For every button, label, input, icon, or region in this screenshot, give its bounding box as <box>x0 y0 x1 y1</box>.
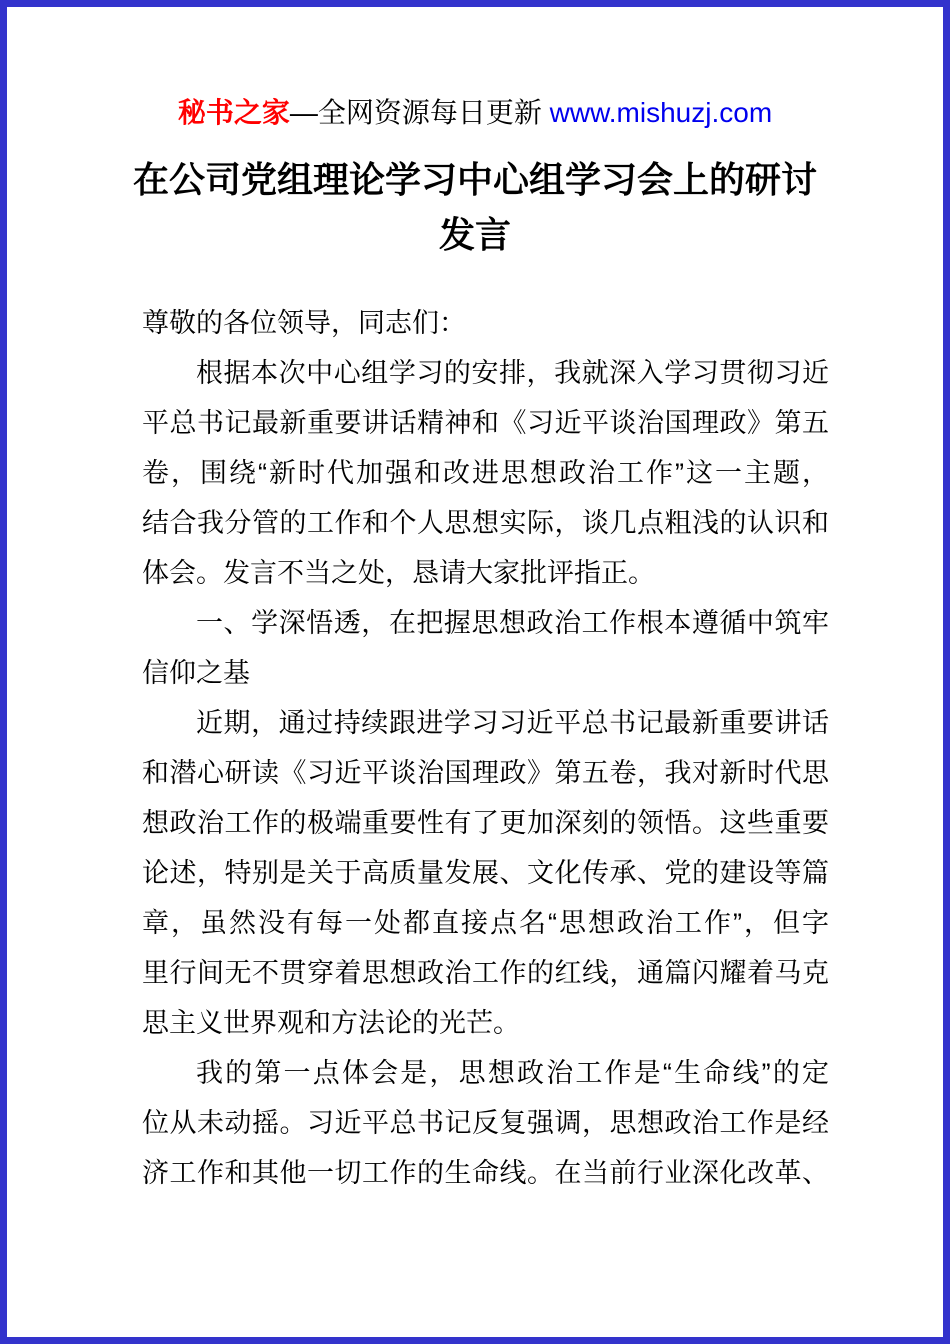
title-line-2: 发言 <box>438 214 511 255</box>
text-line-11: 想政治工作的极端重要性有了更加深刻的领悟。这些重要 <box>142 808 829 838</box>
text-line-12: 论述，特别是关于高质量发展、文化传承、党的建设等篇 <box>142 858 829 888</box>
title-line-1: 在公司党组理论学习中心组学习会上的研讨 <box>132 159 817 200</box>
text-line-10: 和潜心研读《习近平谈治国理政》第五卷，我对新时代思 <box>142 758 829 788</box>
header-space <box>542 97 550 128</box>
text-line-15: 思主义世界观和方法论的光芒。 <box>142 1008 520 1038</box>
text-line-18: 济工作和其他一切工作的生命线。在当前行业深化改革、 <box>142 1158 829 1188</box>
document-title <box>7 152 943 262</box>
site-brand: 秘书之家 <box>177 97 290 128</box>
text-line-5: 结合我分管的工作和个人思想实际，谈几点粗浅的认识和 <box>142 508 829 538</box>
text-line-2: 根据本次中心组学习的安排，我就深入学习贯彻习近 <box>196 358 829 388</box>
text-line-3: 平总书记最新重要讲话精神和《习近平谈治国理政》第五 <box>142 408 829 438</box>
text-line-4: 卷，围绕“新时代加强和改进思想政治工作”这一主题， <box>142 458 829 488</box>
text-line-13: 章，虽然没有每一处都直接点名“思想政治工作”，但字 <box>142 908 829 938</box>
text-line-14: 里行间无不贯穿着思想政治工作的红线，通篇闪耀着马克 <box>142 958 829 988</box>
text-line-16: 我的第一点体会是，思想政治工作是“生命线”的定 <box>196 1058 829 1088</box>
text-line-7: 一、学深悟透，在把握思想政治工作根本遵循中筑牢 <box>196 608 829 638</box>
site-header <box>7 92 943 134</box>
site-url-link[interactable]: www.mishuzj.com <box>549 97 773 128</box>
text-line-1: 尊敬的各位领导，同志们： <box>142 308 466 338</box>
text-line-17: 位从未动摇。习近平总书记反复强调，思想政治工作是经 <box>142 1108 829 1138</box>
text-line-6: 体会。发言不当之处，恳请大家批评指正。 <box>142 558 655 588</box>
document-body <box>142 298 829 1198</box>
site-tagline: —全网资源每日更新 <box>289 97 542 128</box>
text-line-8: 信仰之基 <box>142 658 250 688</box>
text-line-9: 近期，通过持续跟进学习习近平总书记最新重要讲话 <box>196 708 829 738</box>
